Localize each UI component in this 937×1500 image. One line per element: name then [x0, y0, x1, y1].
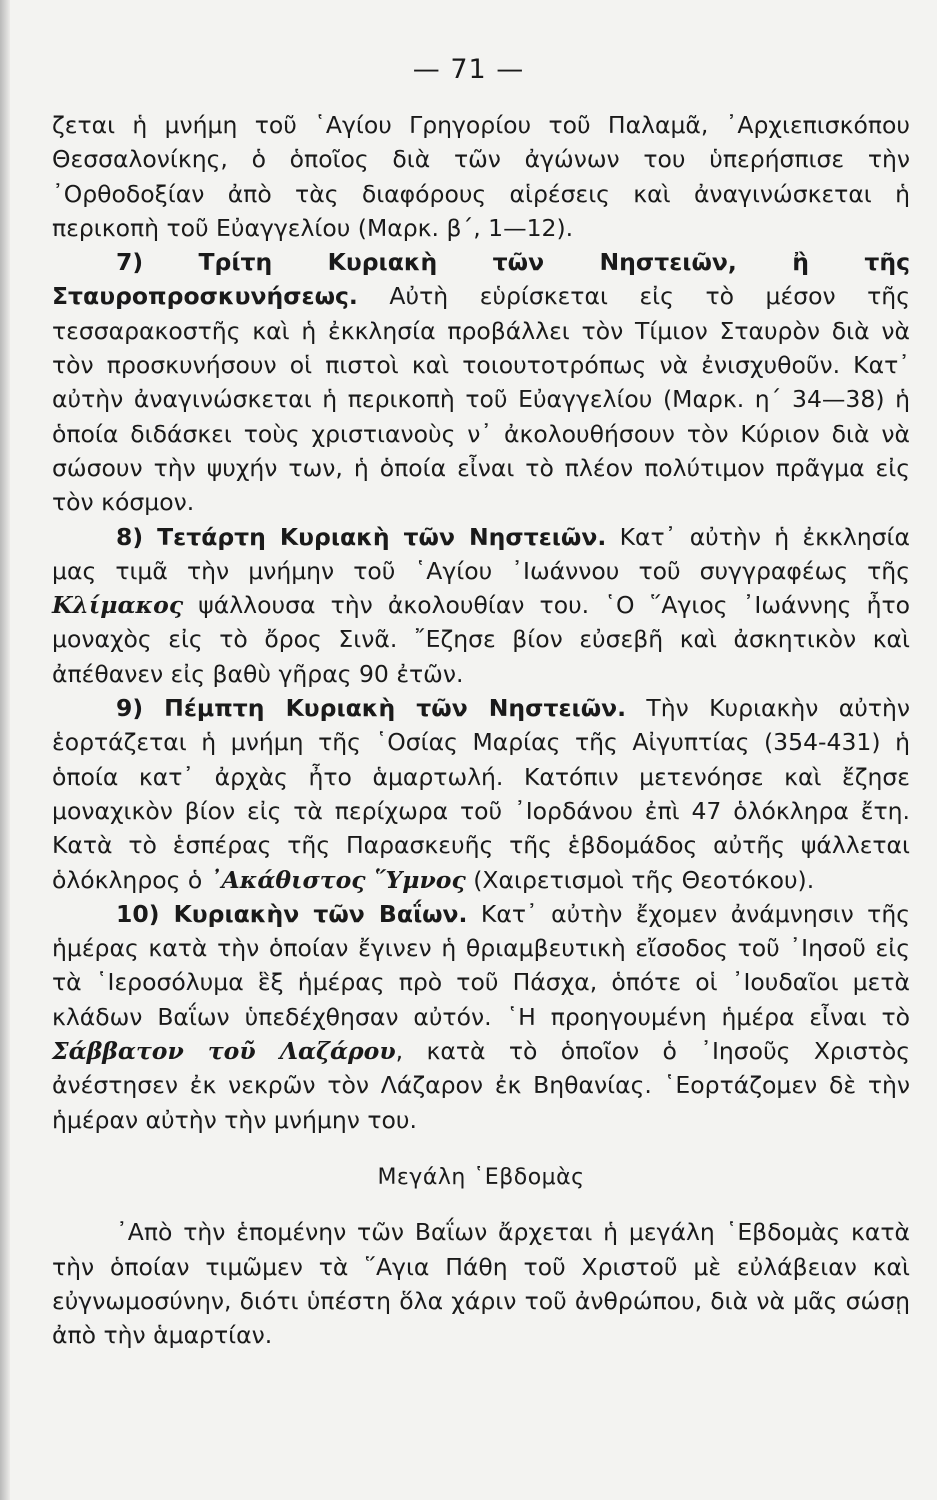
paragraph-9-body-b: (Χαιρετισμοὶ τῆς Θεοτόκου). [465, 865, 815, 894]
paragraph-continuation: ζεται ἡ μνήμη τοῦ ῾Αγίου Γρηγορίου τοῦ Παλαμᾶ, ᾿Αρχιεπισκόπου Θεσσαλονίκης, ὁ ὁποῖος διὰ τῶν ἀγώνων του ὑπερήσπισε τὴν ᾿Ορθοδοξίαν ἀπὸ τὰς διαφόρους αἱρέσεις καὶ ἀναγινώσκεται ἡ περικοπὴ τοῦ Εὐαγγελίου (Μαρκ. β΄, 1—12). [52, 111, 910, 242]
paragraph-8-heading: 8) Τετάρτη Κυριακὴ τῶν Νηστειῶν. [116, 522, 607, 551]
paragraph-10-body-b: , κατὰ τὸ ὁποῖον ὁ ᾿Ιησοῦς Χριστὸς ἀνέστησεν ἐκ νεκρῶν τὸν Λάζαρον ἐκ Βηθανίας. ῾Εορτάζομεν δὲ τὴν ἡμέραν αὐτὴν τὴν μνήμην του. [52, 1037, 911, 1134]
paragraph-7-body: Αὐτὴ εὑρίσκεται εἰς τὸ μέσον τῆς τεσσαρακοστῆς καὶ ἡ ἐκκλησία προβάλλει τὸν Τίμιον Σταυρὸν διὰ νὰ τὸν προσκυνήσουν οἱ πιστοὶ καὶ τοιουτοτρόπως νὰ ἐνισχυθοῦν. Κατ᾿ αὐτὴν ἀναγινώσκεται ἡ περικοπὴ τοῦ Εὐαγγελίου (Μαρκ. η΄ 34—38) ἡ ὁποία διδάσκει τοὺς χριστιανοὺς ν᾿ ἀκολουθήσουν τὸν Κύριον διὰ νὰ σώσουν τὴν ψυχήν των, ἡ ὁποία εἶναι τὸ πλέον πολύτιμον πρᾶγμα εἰς τὸν κόσμον. [52, 282, 910, 517]
section-title: Μεγάλη ῾Εβδομὰς [377, 1164, 585, 1190]
paragraph-9-italic: ᾿Ακάθιστος ῞Υμνος [209, 865, 466, 894]
paragraph-7-heading: 7) Τρίτη Κυριακὴ τῶν Νηστειῶν, ἢ τῆς Σταυροπροσκυνήσεως. [52, 248, 910, 311]
paragraph-10-body-a: Κατ᾿ αὐτὴν ἔχομεν ἀνάμνησιν τῆς ἡμέρας κατὰ τὴν ὁποίαν ἔγινεν ἡ θριαμβευτικὴ εἴσοδος τοῦ ᾿Ιησοῦ εἰς τὰ ῾Ιεροσόλυμα ἓξ ἡμέρας πρὸ τοῦ Πάσχα, ὁπότε οἱ ᾿Ιουδαῖοι μετὰ κλάδων Βαΐων ὑπεδέχθησαν αὐτόν. ῾Η προηγουμένη ἡμέρα εἶναι τὸ [52, 899, 911, 1031]
paragraph-8 [52, 520, 910, 691]
paragraph-final: ᾿Απὸ τὴν ἑπομένην τῶν Βαΐων ἄρχεται ἡ μεγάλη ῾Εβδομὰς κατὰ τὴν ὁποίαν τιμῶμεν τὰ ῞Αγια Πάθη τοῦ Χριστοῦ μὲ εὐλάβειαν καὶ εὐγνωμοσύνην, διότι ὑπέστη ὅλα χάριν τοῦ ἀνθρώπου, διὰ νὰ μᾶς σώσῃ ἀπὸ τὴν ἁμαρτίαν. [52, 1218, 910, 1350]
page-edge [0, 0, 10, 1500]
paragraph-7 [52, 245, 910, 519]
paragraph-8-body-b: ψάλλουσα τὴν ἀκολουθίαν του. ῾Ο ῞Αγιος ᾿Ιωάννης ἦτο μοναχὸς εἰς τὸ ὄρος Σινᾶ. ῎Εζησε βίον εὐσεβῆ καὶ ἀσκητικὸν καὶ ἀπέθανεν εἰς βαθὺ γῆρας 90 ἐτῶν. [52, 591, 910, 688]
paragraph-10-italic: Σάββατον τοῦ Λαζάρου [52, 1037, 396, 1066]
paragraph-9-heading: 9) Πέμπτη Κυριακὴ τῶν Νηστειῶν. [116, 694, 627, 723]
paragraph-8-italic: Κλίμακος [52, 591, 184, 620]
paragraph-10-heading: 10) Κυριακὴν τῶν Βαΐων. [116, 899, 468, 928]
paragraph-9-body-a: Τὴν Κυριακὴν αὐτὴν ἑορτάζεται ἡ μνήμη τῆς ῾Οσίας Μαρίας τῆς Αἰγυπτίας (354-431) ἡ ὁποία κατ᾿ ἀρχὰς ἦτο ἁμαρτωλή. Κατόπιν μετενόησε καὶ ἔζησε μοναχικὸν βίον εἰς τὰ περίχωρα τοῦ ᾿Ιορδάνου ἐπὶ 47 ὁλόκληρα ἔτη. Κατὰ τὸ ἑσπέρας τῆς Παρασκευῆς τῆς ἑβδομάδος αὐτῆς ψάλλεται ὁλόκληρος ὁ [52, 694, 910, 894]
paragraph-8-body-a: Κατ᾿ αὐτὴν ἡ ἐκκλησία μας τιμᾶ τὴν μνήμην τοῦ ῾Αγίου ᾿Ιωάννου τοῦ συγγραφέως τῆς [52, 522, 910, 585]
paragraph-9 [52, 691, 910, 897]
paragraph-10 [52, 897, 910, 1137]
page-body [52, 108, 910, 1352]
page-number: — 71 — [412, 54, 525, 85]
